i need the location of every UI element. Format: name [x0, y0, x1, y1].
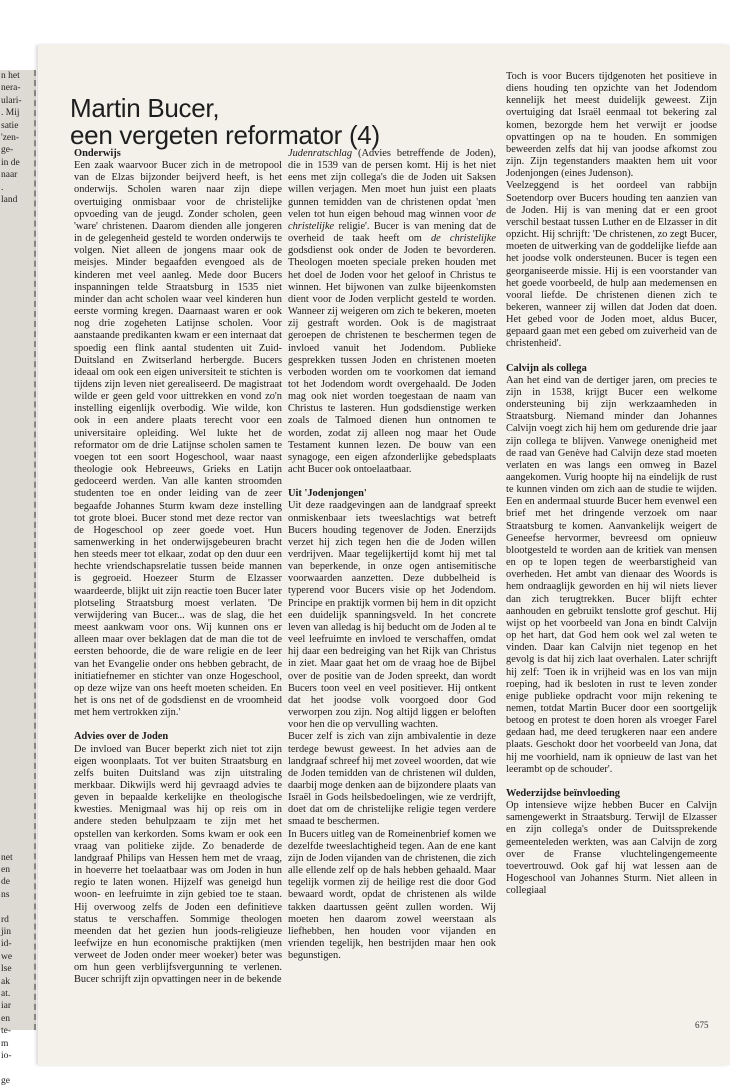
prev-page-fragment: ulari- — [1, 95, 22, 106]
prev-page-fragment — [0, 479, 34, 491]
paragraph: Uit deze raadgevingen aan de landgraaf spreekt onmiskenbaar iets tweeslachtigs wat betreft Bucers houding tegenover de Joden. Enerzijds verzet hij zich tegen hen die de Joden willen verdrijven. Maar tegelijkertijd komt hij met tal van beperkende, in onze ogen antisemitische voorwaarden aanzetten. Deze dubbelheid is typerend voor Bucers visie op het Jodendom. Principe en praktijk vormen bij hem in dit opzicht een duidelijk spanningsveld. In het concrete leven van alledag is hij beducht om de Joden al te veel leefruimte en invloed te verschaffen, omdat hij daar een bedreiging van het Rijk van Christus in ziet. Maar gaat het om de vraag hoe de Bijbel over de positie van de Joden spreekt, dan wordt Bucers toon veel en veel positiever. Hij ontkent dat het joodse volk voorgoed door God verworpen zou zijn. Nog altijd liggen er beloften voor hen die op vervulling wachten. — [288, 500, 496, 731]
prev-page-fragment — [0, 206, 34, 218]
prev-page-fragment — [0, 628, 34, 640]
prev-page-fragment: naar — [1, 170, 18, 181]
prev-page-fragment — [0, 641, 34, 653]
prev-page-fragment — [0, 231, 34, 243]
prev-page-fragment: we — [1, 951, 13, 962]
prev-page-fragment: ge — [1, 1075, 10, 1086]
prev-page-fragment — [0, 517, 34, 529]
prev-page-fragment — [0, 703, 34, 715]
prev-page-fragment — [0, 728, 34, 740]
prev-page-fragment: en — [1, 1013, 10, 1024]
prev-page-fragment — [0, 566, 34, 578]
prev-page-fragment — [0, 368, 34, 380]
prev-page-fragment — [0, 827, 34, 839]
prev-page-fragment — [0, 802, 34, 814]
prev-page-fragment: 'zen- — [1, 133, 20, 144]
page-number: 675 — [695, 1020, 709, 1030]
prev-page-fragment — [0, 579, 34, 591]
prev-page-fragment — [0, 442, 34, 454]
article-column-1 — [74, 148, 282, 1018]
prev-page-fragment — [0, 777, 34, 789]
previous-page-edge — [0, 70, 36, 1086]
section-heading-jodenjongen: Uit 'Jodenjongen' — [288, 488, 367, 500]
prev-page-fragment: . — [1, 182, 4, 193]
prev-page-fragment: n het — [1, 71, 20, 81]
prev-page-fragment — [0, 405, 34, 417]
prev-page-fragment — [0, 814, 34, 826]
prev-page-fragment — [0, 740, 34, 752]
prev-page-fragment: in de — [1, 157, 20, 168]
prev-page-fragment — [0, 256, 34, 268]
section-heading-calvijn: Calvijn als collega — [506, 362, 587, 374]
article-title — [70, 95, 500, 149]
prev-page-fragment — [0, 393, 34, 405]
paragraph-advies: De invloed van Bucer beperkt zich niet tot zijn eigen woonplaats. Tot ver buiten Straatsburg en zelfs buiten Duitsland was zijn uitstraling merkbaar. Dikwijls werd hij gevraagd advies te geven in bepaalde kerkelijke en theologische kwesties. Menigmaal was hij op reis om in andere steden behulpzaam te zijn met het opstellen van kerkorden. Soms kwam er ook een vraag van politieke zijde. Zo benaderde de landgraaf Philips van Hessen hem met de vraag, in hoeverre het toelaatbaar was om Joden in hun regio te laten wonen. Hijzelf was geneigd hun woon- en leefruimte in zijn gebied toe te staan. Hij overwoog zelfs de Joden een definitieve status te verschaffen. Sommige theologen meenden dat het gezien hun joods-religieuze leefwijze en hun economische praktijken (men verweet de Joden onder meer woeker) beter was om hun geen verblijfsvergunning te verlenen. Bucer schrijft zijn opvattingen neer in de bekende — [74, 743, 282, 986]
prev-page-fragment: nera- — [1, 83, 21, 94]
prev-page-fragment — [0, 839, 34, 851]
prev-page-fragment — [0, 541, 34, 553]
section-heading-onderwijs: Onderwijs — [74, 148, 121, 159]
prev-page-fragment — [0, 1063, 34, 1075]
prev-page-fragment: net — [1, 852, 13, 863]
prev-page-fragment — [0, 603, 34, 615]
paragraph: In Bucers uitleg van de Romeinenbrief komen we dezelfde tweeslachtigheid tegen. Aan de ene kant zijn de Joden vijanden van de christenen, die zich alle ellende zelf op de hals hebben gehaald. Maar tegelijk vormen zij de heilige rest die door God bewaard wordt, opdat de christenen als wilde takken daartussen geënt zullen worden. Wij moeten hen daarom zowel weerstaan als liefhebben, hen houden voor vijanden en vrienden tegelijk, hen bestrijden maar hen ook begunstigen. — [288, 828, 496, 962]
prev-page-fragment — [0, 318, 34, 330]
prev-page-fragment — [0, 343, 34, 355]
prev-page-fragment: . Mij — [1, 108, 20, 119]
prev-page-fragment — [0, 901, 34, 913]
paragraph: Veelzeggend is het oordeel van rabbijn Soetendorp over Bucers houding ten aanzien van de Joden. Hij is van mening dat er een groot verschil bestaat tussen Luther en de Elzasser in dit opzicht. Hij schrijft: 'De christenen, zo zegt Bucer, moeten de uitwerking van de goddelijke liefde aan het joodse volk ondersteunen. Bucer is tegen een georganiseerde missie. Hij is een voorstander van het goede voorbeeld, de hulp aan medemensen en vooral liefde. De christenen dienen zich te bekeren, wanneer zij willen dat Joden dat doen. Het gebed voor de Joden moet, aldus Bucer, gepaard gaan met een gebed om zuiverheid van de christenheid'. — [506, 180, 717, 350]
paragraph-advies-cont: Judenratschlag (Advies betreffende de Joden), die in 1539 van de persen komt. Hij is het niet eens met zijn collega's die de Joden uit Saksen willen verjagen. Men moet hun juist een plaats gunnen temidden van de christenen opdat 'men velen tot hun eigen behoud mag winnen voor de christelijke religie'. Bucer is van mening dat de overheid de taak heeft om de christelijke godsdienst ook onder de Joden te bevorderen. Theologen moeten speciale preken houden met het doel de Joden voor het geloof in Christus te winnen. Het bijwonen van zulke bijeenkomsten dient voor de Joden verplicht gesteld te worden. Wanneer zij weigeren om zich te bekeren, moeten zij gestraft worden. Ook is de magistraat geroepen de christenen te beschermen tegen de invloed vanuit het Jodendom. Publieke gesprekken tussen Joden en christenen moeten verboden worden om te voorkomen dat iemand tot het Jodendom wordt overgehaald. De Joden mag ook niet worden toegestaan de naam van Christus te lasteren. Hun godsdienstige werken zoals de Talmoed dienen hun ontnomen te worden, zodat zij alleen nog maar het Oude Testament kunnen lezen. De bouw van een synagoge, een eigen afzonderlijke gebedsplaats acht Bucer ook ontoelaatbaar. — [288, 148, 496, 476]
prev-page-fragment — [0, 355, 34, 367]
title-line-1: Martin Bucer, — [70, 93, 220, 123]
prev-page-fragment — [0, 455, 34, 467]
prev-page-fragment — [0, 715, 34, 727]
prev-page-fragment — [0, 430, 34, 442]
prev-page-fragment: jin — [1, 927, 12, 938]
prev-page-fragment: satie — [1, 120, 19, 131]
prev-page-fragment — [0, 467, 34, 479]
prev-page-fragment — [0, 244, 34, 256]
title-line-2: een vergeten reformator (4) — [70, 120, 380, 150]
prev-page-fragment — [0, 554, 34, 566]
article-column-3 — [506, 71, 717, 1011]
prev-page-fragment: iar — [1, 1001, 12, 1012]
prev-page-fragment: rd — [1, 914, 9, 925]
prev-page-fragment — [0, 492, 34, 504]
prev-page-fragment: ak — [1, 976, 10, 987]
prev-page-fragment — [0, 790, 34, 802]
prev-page-fragment — [0, 380, 34, 392]
prev-page-fragment — [0, 219, 34, 231]
paragraph: Bucer zelf is zich van zijn ambivalentie in deze terdege bewust geweest. In het advies aan de landgraaf schreef hij met zoveel woorden, dat wie de Joden temidden van de christenen wil dulden, daarbij moge denken aan de bijzondere plaats van Israël in Gods heilsbedoelingen, wie ze verdrijft, doet dat om de christelijke religie tegen verdere smaad te beschermen. — [288, 731, 496, 828]
prev-page-fragment: land — [1, 195, 18, 206]
prev-page-fragment — [0, 678, 34, 690]
prev-page-fragment — [0, 616, 34, 628]
paragraph: Een zaak waarvoor Bucer zich in de metropool van de Elzas bijzonder beijverd heeft, is het onderwijs. Scholen waren naar zijn diepe overtuiging onmisbaar voor de christelijke opvoeding van de jeugd. Zonder scholen, geen 'ware' christenen. Daarom dienden alle jongeren in de gelegenheid gesteld te worden onderwijs te volgen. Niet alleen de jongens maar ook de meisjes. Minder begaafden evengoed als de kinderen met veel aanleg. Mede door Bucers inspanningen telde Straatsburg in 1535 niet minder dan acht scholen waar veel kinderen hun eerste vorming kregen. Daarnaast waren er ook nog drie zogeheten Latijnse scholen. Voor aanstaande predikanten kwam er een internaat dat spoedig een flink aantal studenten uit Zuid-Duitsland en Zwitserland herbergde. Bucers ideaal om ook een eigen universiteit te stichten is tijdens zijn leven niet gerealiseerd. De magistraat wilde er geen geld voor uittrekken en vond zo'n instelling eigenlijk overbodig. Wie wilde, kon ook in een andere plaats terecht voor een universitaire opleiding. Wel lukte het de reformator om de drie Latijnse scholen samen te voegen tot een soort Hogeschool, waar naast theologie ook Hebreeuws, Grieks en Latijn gedoceerd werden. Van alle kanten stroomden studenten toe en onder leiding van de zeer begaafde Johannes Sturm kwam deze instelling tot grote bloei. Bucer stond met deze rector van de Hogeschool op zeer goede voet. Hun samenwerking in het onderwijsgebeuren bracht hen steeds meer tot elkaar, zodat op den duur een hechte vriendschapsrelatie tussen beide mannen is gegroeid. Hoezeer Sturm de Elzasser waardeerde, blijkt uit zijn reactie toen Bucer later plotseling Straatsburg moest verlaten. 'De verwijdering van Bucer... was de slag, die het meest aankwam voor ons. Wij kunnen ons er alleen maar over beklagen dat de man die tot de eersten behoorde, die de ware religie en de leer van het Evangelie onder ons hebben gebracht, de initiatiefnemer en stichter van onze Hogeschool, op deze wijze van ons heeft moeten scheiden. En het is ons net of de godsdienst en de vroomheid met hem vertrokken zijn.' — [74, 160, 282, 719]
prev-page-fragment — [0, 281, 34, 293]
prev-page-fragment — [0, 331, 34, 343]
prev-page-fragment: lse — [1, 964, 12, 975]
prev-page-fragment — [0, 765, 34, 777]
prev-page-fragment — [0, 269, 34, 281]
prev-page-fragment: at. — [1, 989, 11, 1000]
section-heading-wederzijdse: Wederzijdse beïnvloeding — [506, 787, 621, 799]
prev-page-fragment: ns — [1, 889, 10, 900]
prev-page-fragment — [0, 653, 34, 665]
prev-page-fragment — [0, 690, 34, 702]
section-heading-advies: Advies over de Joden — [74, 731, 169, 743]
prev-page-fragment — [0, 591, 34, 603]
prev-page-fragment — [0, 306, 34, 318]
prev-page-fragment: ge- — [1, 145, 14, 156]
prev-page-fragment — [0, 293, 34, 305]
prev-page-fragment: io- — [1, 1051, 12, 1062]
prev-page-fragment: m — [1, 1038, 9, 1049]
prev-page-fragment — [0, 417, 34, 429]
prev-page-fragment: de — [1, 877, 10, 888]
prev-page-fragment: en — [1, 865, 10, 875]
paragraph: Toch is voor Bucers tijdgenoten het positieve in diens houding ten opzichte van het Jodendom kennelijk het meest duidelijk geweest. Zijn overtuiging dat Israël eenmaal tot bekering zal komen, bezorgde hem het verwijt er joodse opvattingen op na te houden. En sommigen beweerden zelfs dat hij van joodse afkomst zou zijn. Zijn tegenstanders maakten hem uit voor Jodenjongen (eines Judenson). — [506, 71, 717, 180]
prev-page-fragment — [0, 529, 34, 541]
paragraph: Aan het eind van de dertiger jaren, om precies te zijn in 1538, krijgt Bucer een welkome ondersteuning bij zijn werkzaamheden in Straatsburg. Niemand minder dan Johannes Calvijn voegt zich hij hem om gedurende drie jaar zijn collega te blijven. Vanwege onenigheid met de raad van Genève had Calvijn deze stad moeten verlaten en was langs een omweg in Bazel aangekomen. Vurig hoopte hij na eindelijk de rust te kunnen vinden om zich aan de studie te wijden. Een en andermaal stuurde Bucer hem evenwel een brief met het dringende verzoek om naar Straatsburg te komen. Aanvankelijk weigert de Geneefse hervormer, bevreesd om opnieuw blootgesteld te worden aan de kritiek van mensen en op te lopen tegen de weerbarstigheid van overheden. Het ambt van dienaar des Woords is hem ondraaglijk geworden en hij wil niets liever dan zich terugtrekken. Bucer blijft echter aanhouden en gebruikt tenslotte grof geschut. Hij wijst op het voorbeeld van Jona en bindt Calvijn op het hart, dat God hem ook wel zal weten te vinden. Daar kan Calvijn niet tegenop en het gevolg is dat hij zich laat overhalen. Later schrijft hij zelf: 'Toen ik in vrijheid was en los van mijn roeping, had ik besloten in rust te leven zonder enige publieke opdracht voor mijn rekening te nemen, totdat Martin Bucer door een soortgelijk betoog en protest te doen horen als vroeger Farel gedaan had, me deed terugkeren naar een andere plaats. Geschokt door het voorbeeld van Jona, dat hij me voorhield, nam ik opnieuw de last van het leerambt op de schouder'. — [506, 374, 717, 775]
prev-page-fragment: id- — [1, 939, 12, 950]
paragraph: Op intensieve wijze hebben Bucer en Calvijn samengewerkt in Straatsburg. Terwijl de Elzasser en zijn collega's onder de Duitssprekende gemeenteleden werkten, was aan Calvijn de zorg over de Franse vluchtelingengemeente toevertrouwd. Ook gaf hij wat lessen aan de Hogeschool van Johannes Sturm. Niet alleen in collegiaal — [506, 800, 717, 897]
prev-page-fragment — [0, 504, 34, 516]
article-column-2 — [288, 148, 496, 1018]
prev-page-fragment: te- — [1, 1026, 12, 1037]
prev-page-fragment — [0, 666, 34, 678]
prev-page-fragment — [0, 752, 34, 764]
